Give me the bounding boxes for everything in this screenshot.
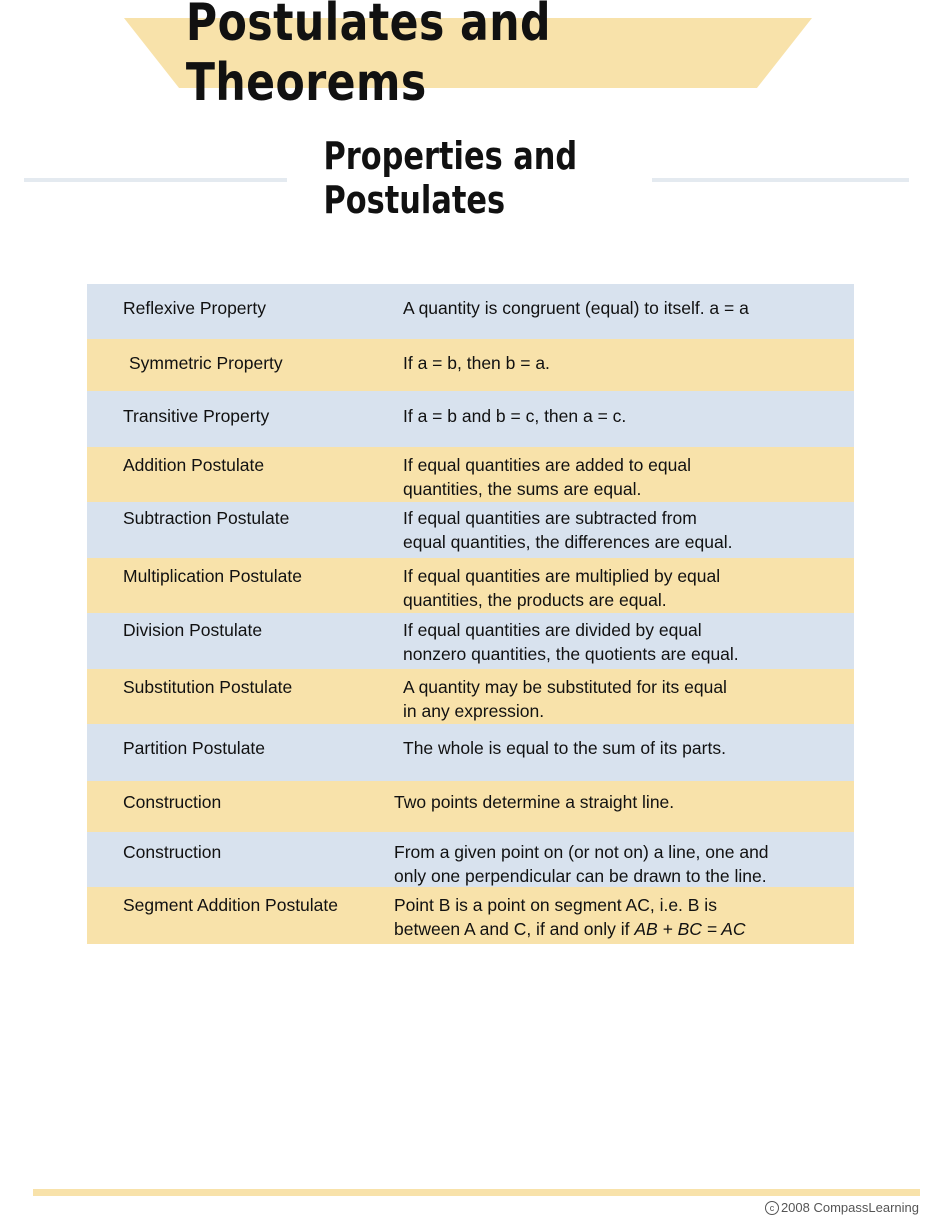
definition-text-main: Point B is a point on segment AC, i.e. B is between A and C, if and only if (394, 895, 717, 939)
term-label: Addition Postulate (123, 455, 265, 475)
term-label: Construction (123, 792, 222, 812)
page-title: Postulates and Theorems (185, 0, 551, 113)
term-label: Reflexive Property (123, 298, 266, 318)
table-row (87, 339, 854, 391)
definition-text: A quantity is congruent (equal) to itself. a = a (403, 298, 749, 318)
definition-text: A quantity may be substituted for its equal in any expression. (403, 677, 727, 721)
term-label: Construction (123, 842, 222, 862)
section-title: Properties and Postulates (323, 134, 578, 222)
table-row (87, 284, 854, 339)
definition-text: If equal quantities are multiplied by equal quantities, the products are equal. (403, 566, 721, 610)
table-row (87, 391, 854, 447)
table-row (87, 887, 854, 944)
definition-text: From a given point on (or not on) a line, one and only one perpendicular can be drawn to the line. (394, 842, 769, 886)
term-label: Transitive Property (123, 406, 270, 426)
definition-text: If a = b, then b = a. (403, 353, 550, 373)
postulates-table (87, 284, 854, 944)
section-divider-right (652, 178, 909, 182)
copyright-notice (765, 1200, 919, 1215)
copyright-text: 2008 CompassLearning (780, 1200, 919, 1215)
table-row (87, 669, 854, 724)
definition-text: Two points determine a straight line. (394, 792, 675, 812)
copyright-icon: c (765, 1201, 779, 1215)
table-row (87, 832, 854, 887)
definition-text: If equal quantities are added to equal quantities, the sums are equal. (403, 455, 691, 499)
table-row (87, 502, 854, 558)
term-label: Substitution Postulate (123, 677, 293, 697)
section-divider-left (24, 178, 287, 182)
table-row (87, 447, 854, 502)
definition-text: If a = b and b = c, then a = c. (403, 406, 627, 426)
term-label: Symmetric Property (129, 353, 283, 373)
term-label: Partition Postulate (123, 738, 266, 758)
term-label: Division Postulate (123, 620, 263, 640)
term-label: Subtraction Postulate (123, 508, 290, 528)
segment-formula: AB + BC = AC (634, 919, 746, 939)
definition-text (394, 893, 746, 941)
term-label: Multiplication Postulate (123, 566, 302, 586)
table-row (87, 558, 854, 613)
footer-bar (33, 1189, 920, 1196)
definition-text: The whole is equal to the sum of its parts. (403, 738, 726, 758)
definition-text: If equal quantities are subtracted from equal quantities, the differences are equal. (403, 508, 733, 552)
term-label: Segment Addition Postulate (123, 895, 339, 915)
definition-text: If equal quantities are divided by equal nonzero quantities, the quotients are equal. (403, 620, 739, 664)
table-row (87, 613, 854, 669)
table-row (87, 781, 854, 832)
table-row (87, 724, 854, 781)
